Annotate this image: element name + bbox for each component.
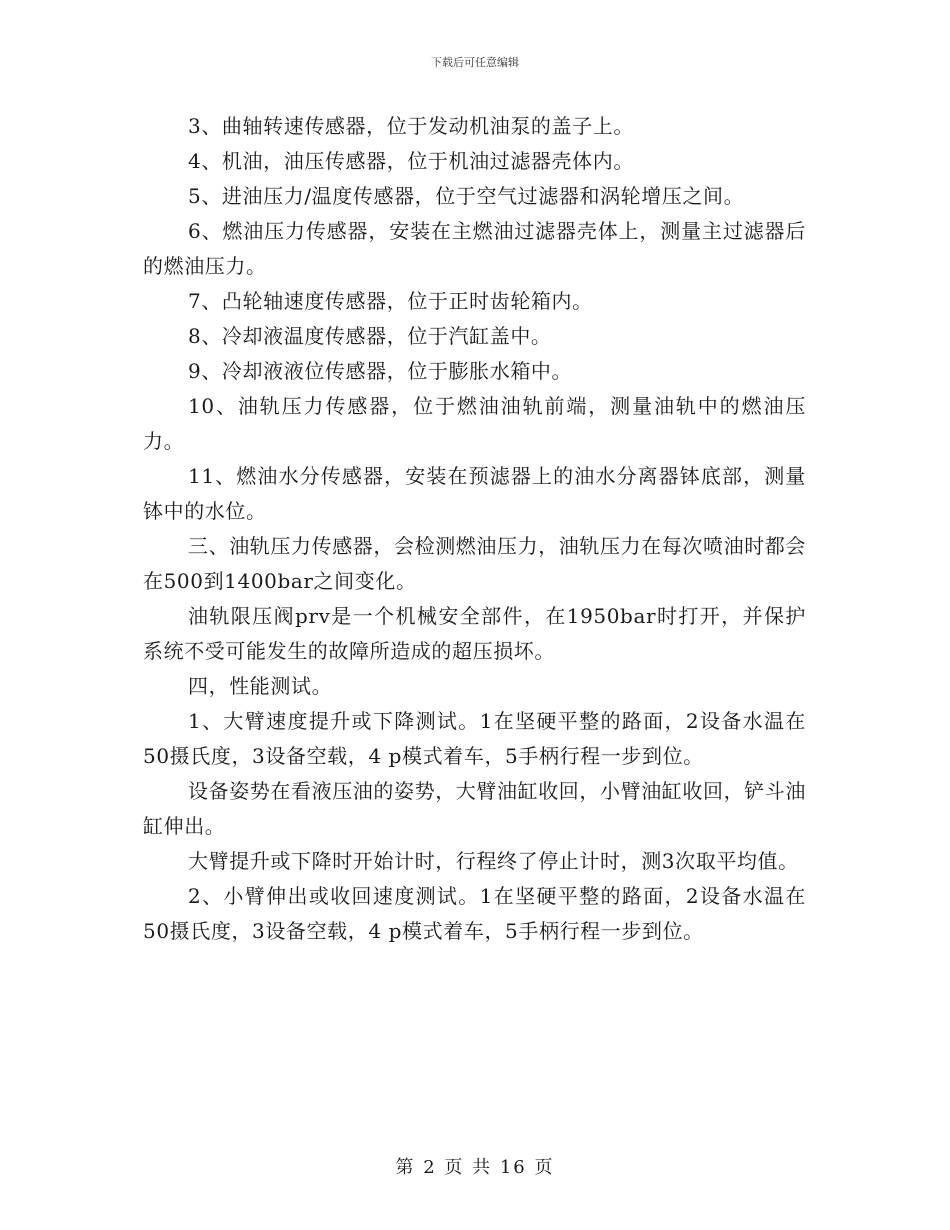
paragraph: 10、油轨压力传感器，位于燃油油轨前端，测量油轨中的燃油压力。 [143, 394, 806, 453]
paragraph: 四，性能测试。 [188, 674, 333, 698]
page-header-note: 下载后可任意编辑 [431, 56, 519, 69]
paragraph: 大臂提升或下降时开始计时，行程终了停止计时，测3次取平均值。 [188, 849, 799, 873]
paragraph: 三、油轨压力传感器，会检测燃油压力，油轨压力在每次喷油时都会在500到1400bar之间变化。 [143, 534, 806, 593]
paragraph: 3、曲轴转速传感器，位于发动机油泵的盖子上。 [188, 114, 634, 138]
document-body [143, 109, 806, 949]
paragraph: 1、大臂速度提升或下降测试。1在坚硬平整的路面，2设备水温在50摄氏度，3设备空载，4 p模式着车，5手柄行程一步到位。 [143, 709, 806, 768]
paragraph: 11、燃油水分传感器，安装在预滤器上的油水分离器钵底部，测量钵中的水位。 [143, 464, 806, 523]
paragraph: 2、小臂伸出或收回速度测试。1在坚硬平整的路面，2设备水温在50摄氏度，3设备空载，4 p模式着车，5手柄行程一步到位。 [143, 884, 806, 943]
paragraph: 设备姿势在看液压油的姿势，大臂油缸收回，小臂油缸收回，铲斗油缸伸出。 [143, 779, 806, 838]
paragraph: 油轨限压阀prv是一个机械安全部件，在1950bar时打开，并保护系统不受可能发生的故障所造成的超压损坏。 [143, 604, 806, 663]
paragraph: 9、冷却液液位传感器，位于膨胀水箱中。 [188, 359, 573, 383]
page-number-indicator: 第 2 页 共 16 页 [395, 1157, 555, 1178]
paragraph: 6、燃油压力传感器，安装在主燃油过滤器壳体上，测量主过滤器后的燃油压力。 [143, 219, 806, 278]
paragraph: 7、凸轮轴速度传感器，位于正时齿轮箱内。 [188, 289, 593, 313]
paragraph: 4、机油，油压传感器，位于机油过滤器壳体内。 [188, 149, 634, 173]
paragraph: 8、冷却液温度传感器，位于汽缸盖中。 [188, 324, 552, 348]
paragraph: 5、进油压力/温度传感器，位于空气过滤器和涡轮增压之间。 [188, 184, 745, 208]
